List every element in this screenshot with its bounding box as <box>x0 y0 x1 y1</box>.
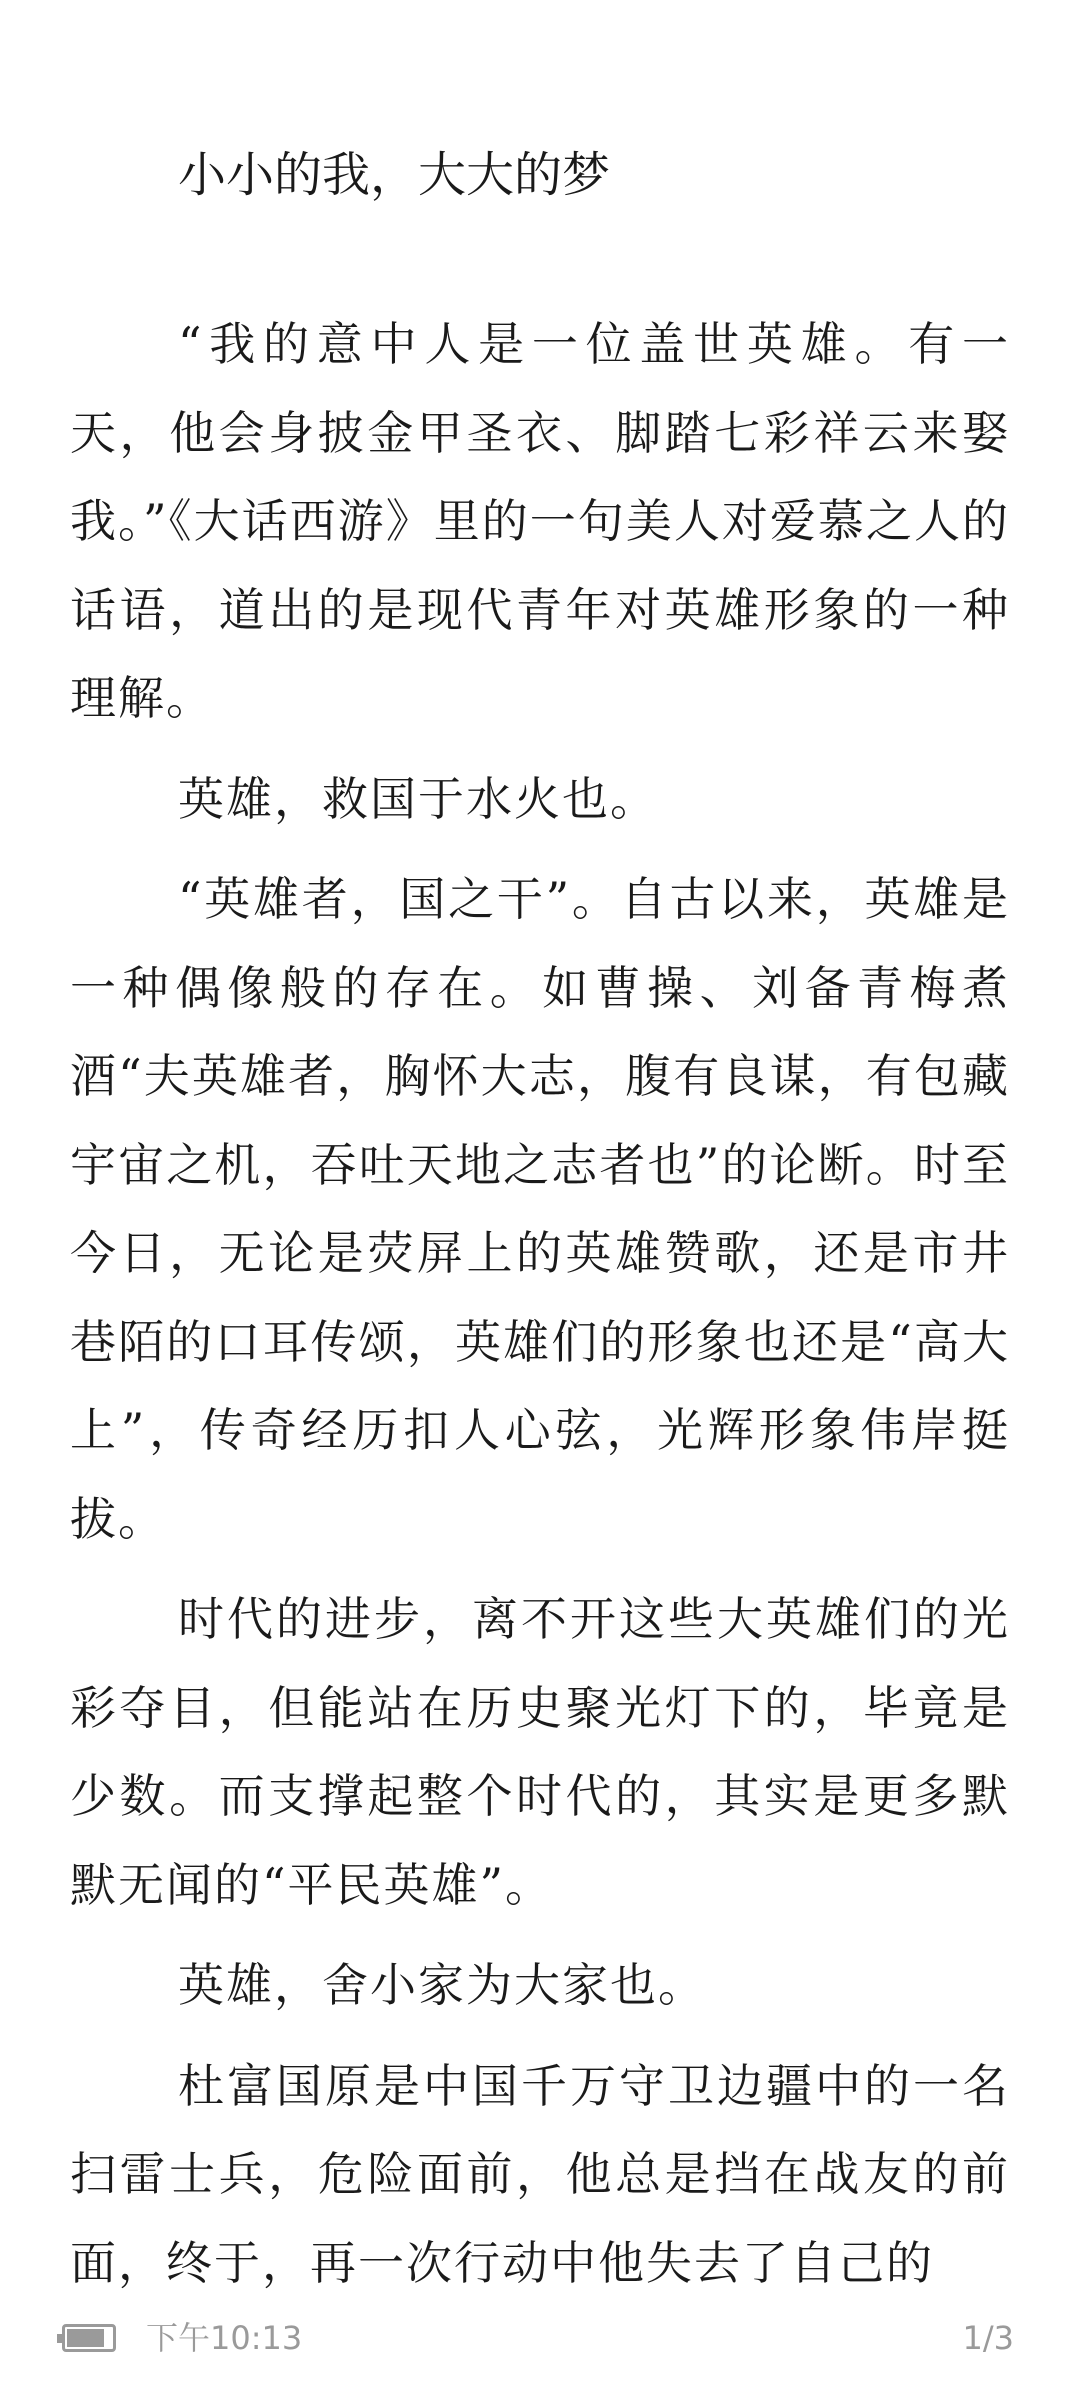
paragraph: 杜富国原是中国千万守卫边疆中的一名扫雷士兵，危险面前，他总是挡在战友的前面，终于，再一次行动中他失去了自己的 <box>70 2058 1010 2290</box>
reader-status-bar <box>0 2310 1080 2370</box>
paragraph: 英雄，舍小家为大家也。 <box>178 1958 706 2012</box>
battery-level-fill <box>67 2329 104 2347</box>
clock-time: 下午10:13 <box>146 2319 303 2357</box>
article-body <box>70 300 1010 2319</box>
paragraph: 时代的进步，离不开这些大英雄们的光彩夺目，但能站在历史聚光灯下的，毕竟是少数。而支撑起整个时代的，其实是更多默默无闻的“平民英雄”。 <box>70 1592 1010 1912</box>
paragraph: 英雄，救国于水火也。 <box>178 771 658 826</box>
battery-icon <box>62 2324 116 2352</box>
paragraph: “英雄者，国之干”。自古以来，英雄是一种偶像般的存在。如曹操、刘备青梅煮酒“夫英雄者，胸怀大志，腹有良谋，有包藏宇宙之机，吞吐天地之志者也”的论断。时至今日，无论是荧屏上的英雄赞歌，还是市井巷陌的口耳传颂，英雄们的形象也还是“高大上”，传奇经历扣人心弦，光辉形象伟岸挺拔。 <box>70 872 1010 1546</box>
paragraph: “我的意中人是一位盖世英雄。有一天，他会身披金甲圣衣、脚踏七彩祥云来娶我。”《大话西游》里的一句美人对爱慕之人的话语，道出的是现代青年对英雄形象的一种理解。 <box>70 317 1010 725</box>
article-title: 小小的我，大大的梦 <box>178 147 611 203</box>
page-indicator: 1/3 <box>962 2319 1014 2357</box>
